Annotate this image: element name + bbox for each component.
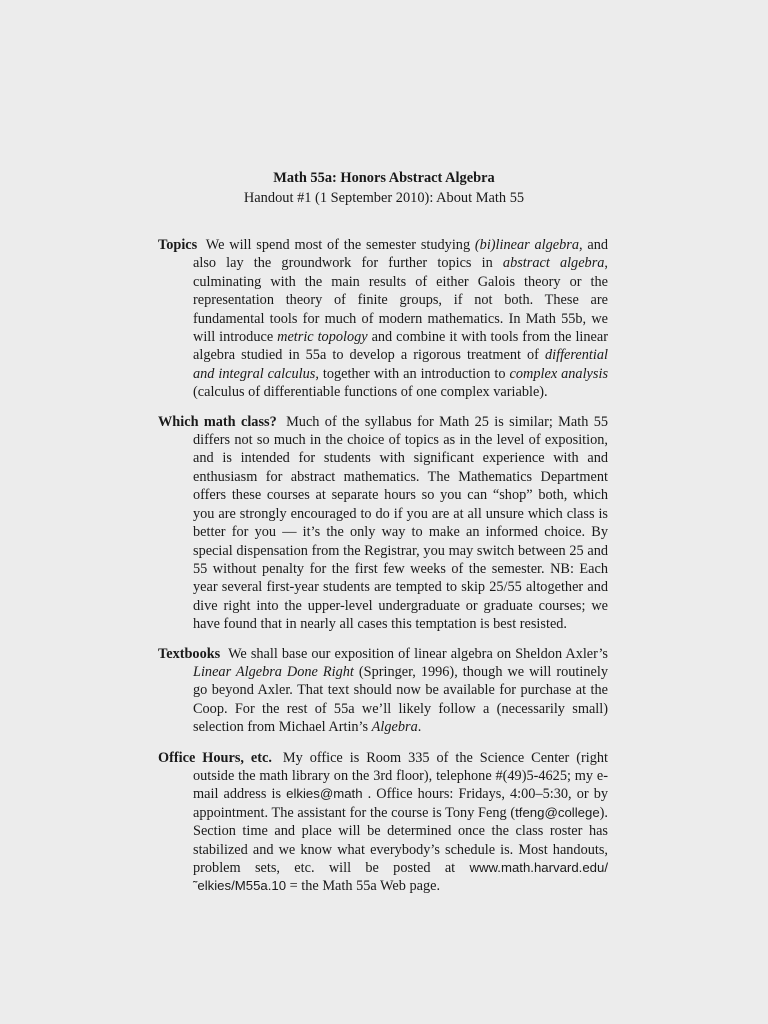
- document-subtitle: Handout #1 (1 September 2010): About Math 55: [243, 190, 525, 206]
- topics-emph-1: (bi)linear algebra: [474, 237, 579, 253]
- section-heading-which-math-class: Which math class?: [158, 413, 277, 430]
- textbooks-text-2: (Springer, 1996), though we will routinely go beyond Axler. That text should now be available for purchase at the Coop. For the rest of 55a we’ll likely follow a (necessarily small) selection from Michael Artin’s: [193, 663, 608, 736]
- textbooks-emph-2: Algebra: [371, 719, 418, 736]
- textbooks-text-1: We shall base our exposition of linear algebra on Sheldon Axler’s: [228, 645, 608, 662]
- section-heading-office-hours: Office Hours, etc.: [158, 749, 272, 766]
- topics-emph-3: metric topology: [277, 329, 368, 346]
- course-web-url: www.math.harvard.edu/˜elkies/M55a.10: [193, 860, 608, 894]
- topics-text-6: (calculus of differentiable functions of one complex variable).: [193, 384, 548, 401]
- section-topics: [158, 236, 608, 402]
- office-text-2: . Office hours: Fridays, 4:00–5:30, or by appointment. The assistant for the course is Tony Feng (: [193, 786, 608, 821]
- section-office-hours: [158, 749, 608, 896]
- document-header: [0, 168, 768, 208]
- topics-text-4: and combine it with tools from the linear algebra studied in 55a to develop a rigorous treatment of: [193, 329, 608, 364]
- document-body: [158, 236, 608, 907]
- topics-text-5: , together with an introduction to: [315, 365, 510, 382]
- office-text-3: ). Section time and place will be determined once the class roster has stabilized and we know what everybody’s schedule is. Most handouts, problem sets, etc. will be posted at: [193, 804, 608, 876]
- textbooks-text-3: .: [417, 719, 422, 736]
- which-math-class-text: Much of the syllabus for Math 25 is similar; Math 55 differs not so much in the choice of topics as in the level of exposition, and is intended for students with significant experience with and enthusiasm for abstract mathematics. The Mathematics Department offers these courses at separate hours so you can “shop” both, which you are strongly encouraged to do if you are at all unsure which class is better for you — it’s the only way to make an informed choice. By special dispensation from the Registrar, you may switch between 25 and 55 without penalty for the first few weeks of the semester. NB: Each year several first-year students are tempted to skip 25/55 altogether and dive right into the upper-level undergraduate or graduate courses; we have found that in nearly all cases this temptation is best resisted.: [193, 413, 609, 633]
- office-text-4: = the Math 55a Web page.: [286, 878, 441, 895]
- topics-emph-2: abstract algebra: [502, 255, 605, 272]
- document-title: Math 55a: Honors Abstract Algebra: [273, 170, 495, 186]
- section-textbooks: [158, 645, 608, 737]
- topics-emph-4: differential and integral calculus: [193, 347, 608, 382]
- email-address: elkies@math: [286, 786, 363, 802]
- topics-emph-5: complex analysis: [509, 365, 609, 382]
- topics-text-2: , and also lay the groundwork for further topics in: [193, 237, 608, 272]
- topics-text-1: We will spend most of the semester studying: [205, 237, 475, 253]
- topics-text-3: , culminating with the main results of either Galois theory or the representation theory of finite groups, if not both. These are fundamental tools for much of modern mathematics. In Math 55b, we will introduce: [193, 255, 608, 346]
- section-heading-topics: Topics: [158, 237, 198, 253]
- section-which-math-class: [158, 413, 608, 634]
- textbooks-emph-1: Linear Algebra Done Right: [193, 663, 354, 680]
- office-text-1: My office is Room 335 of the Science Center (right outside the math library on the 3rd floor), telephone #(49)5-4625; my e-mail address is: [193, 749, 608, 803]
- ta-email-address: tfeng@college: [515, 804, 600, 820]
- section-heading-textbooks: Textbooks: [158, 645, 221, 662]
